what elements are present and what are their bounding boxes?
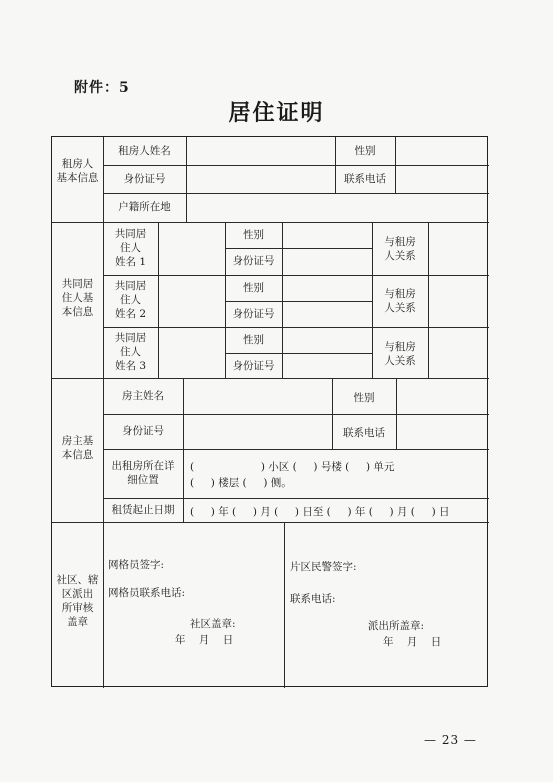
page-title: 居住证明	[228, 100, 325, 126]
cohab-3-gender-label: 性别	[243, 334, 264, 346]
cohab-3-id-label: 身份证号	[232, 360, 275, 372]
residence-form	[51, 136, 488, 687]
owner-gender-label: 性别	[353, 392, 375, 404]
police-sign-label: 片区民警签字:	[290, 561, 357, 573]
station-date: 年 月 日	[383, 636, 442, 648]
period-label: 租赁起止日期	[111, 504, 175, 516]
tenant-gender-label: 性别	[354, 145, 376, 157]
tenant-phone-label: 联系电话	[344, 173, 386, 185]
location-label: 出租房所在详 细位置	[111, 460, 175, 486]
cohab-person-3-label: 共同居 住人 姓名 3	[114, 332, 147, 372]
cohab-1-id-label: 身份证号	[232, 255, 275, 267]
tenant-hukou-label: 户籍所在地	[118, 201, 171, 213]
tenant-name-label: 租房人姓名	[118, 145, 171, 157]
review-section-label: 社区、辖 区派出 所审核 盖章	[56, 574, 99, 628]
tenant-section-label: 租房人 基本信息	[56, 158, 99, 184]
owner-id-label: 身份证号	[122, 425, 164, 437]
cohab-3-relation-label: 与租房 人关系	[384, 341, 416, 367]
owner-name-label: 房主姓名	[122, 390, 164, 402]
tenant-id-label: 身份证号	[123, 173, 166, 185]
community-date: 年 月 日	[175, 634, 234, 646]
owner-phone-label: 联系电话	[343, 427, 385, 439]
station-seal-label: 派出所盖章:	[368, 620, 425, 632]
police-phone-label: 联系电话:	[290, 593, 336, 605]
cohab-2-relation-label: 与租房 人关系	[384, 288, 416, 314]
location-line-1: ( ) 小区 ( ) 号楼 ( ) 单元	[190, 461, 395, 473]
cohab-section-label: 共同居 住人基 本信息	[61, 278, 94, 318]
cohab-person-2-label: 共同居 住人 姓名 2	[114, 280, 147, 320]
grid-phone-label: 网格员联系电话:	[108, 587, 186, 599]
location-line-2: ( ) 楼层 ( ) 侧。	[190, 477, 292, 489]
attachment-label: 附件：5	[74, 80, 130, 96]
cohab-1-gender-label: 性别	[243, 229, 264, 241]
cohab-2-id-label: 身份证号	[232, 308, 275, 320]
owner-section-label: 房主基 本信息	[61, 435, 94, 461]
community-seal-label: 社区盖章:	[190, 618, 236, 630]
cohab-2-gender-label: 性别	[243, 282, 264, 294]
cohab-person-1-label: 共同居 住人 姓名 1	[114, 228, 147, 268]
grid-sign-label: 网格员签字:	[108, 559, 165, 571]
period-value: ( ) 年 ( ) 月 ( ) 日至 ( ) 年 ( ) 月 ( ) 日	[190, 506, 450, 518]
page-number: — 23 —	[424, 733, 477, 747]
cohab-1-relation-label: 与租房 人关系	[384, 236, 416, 262]
